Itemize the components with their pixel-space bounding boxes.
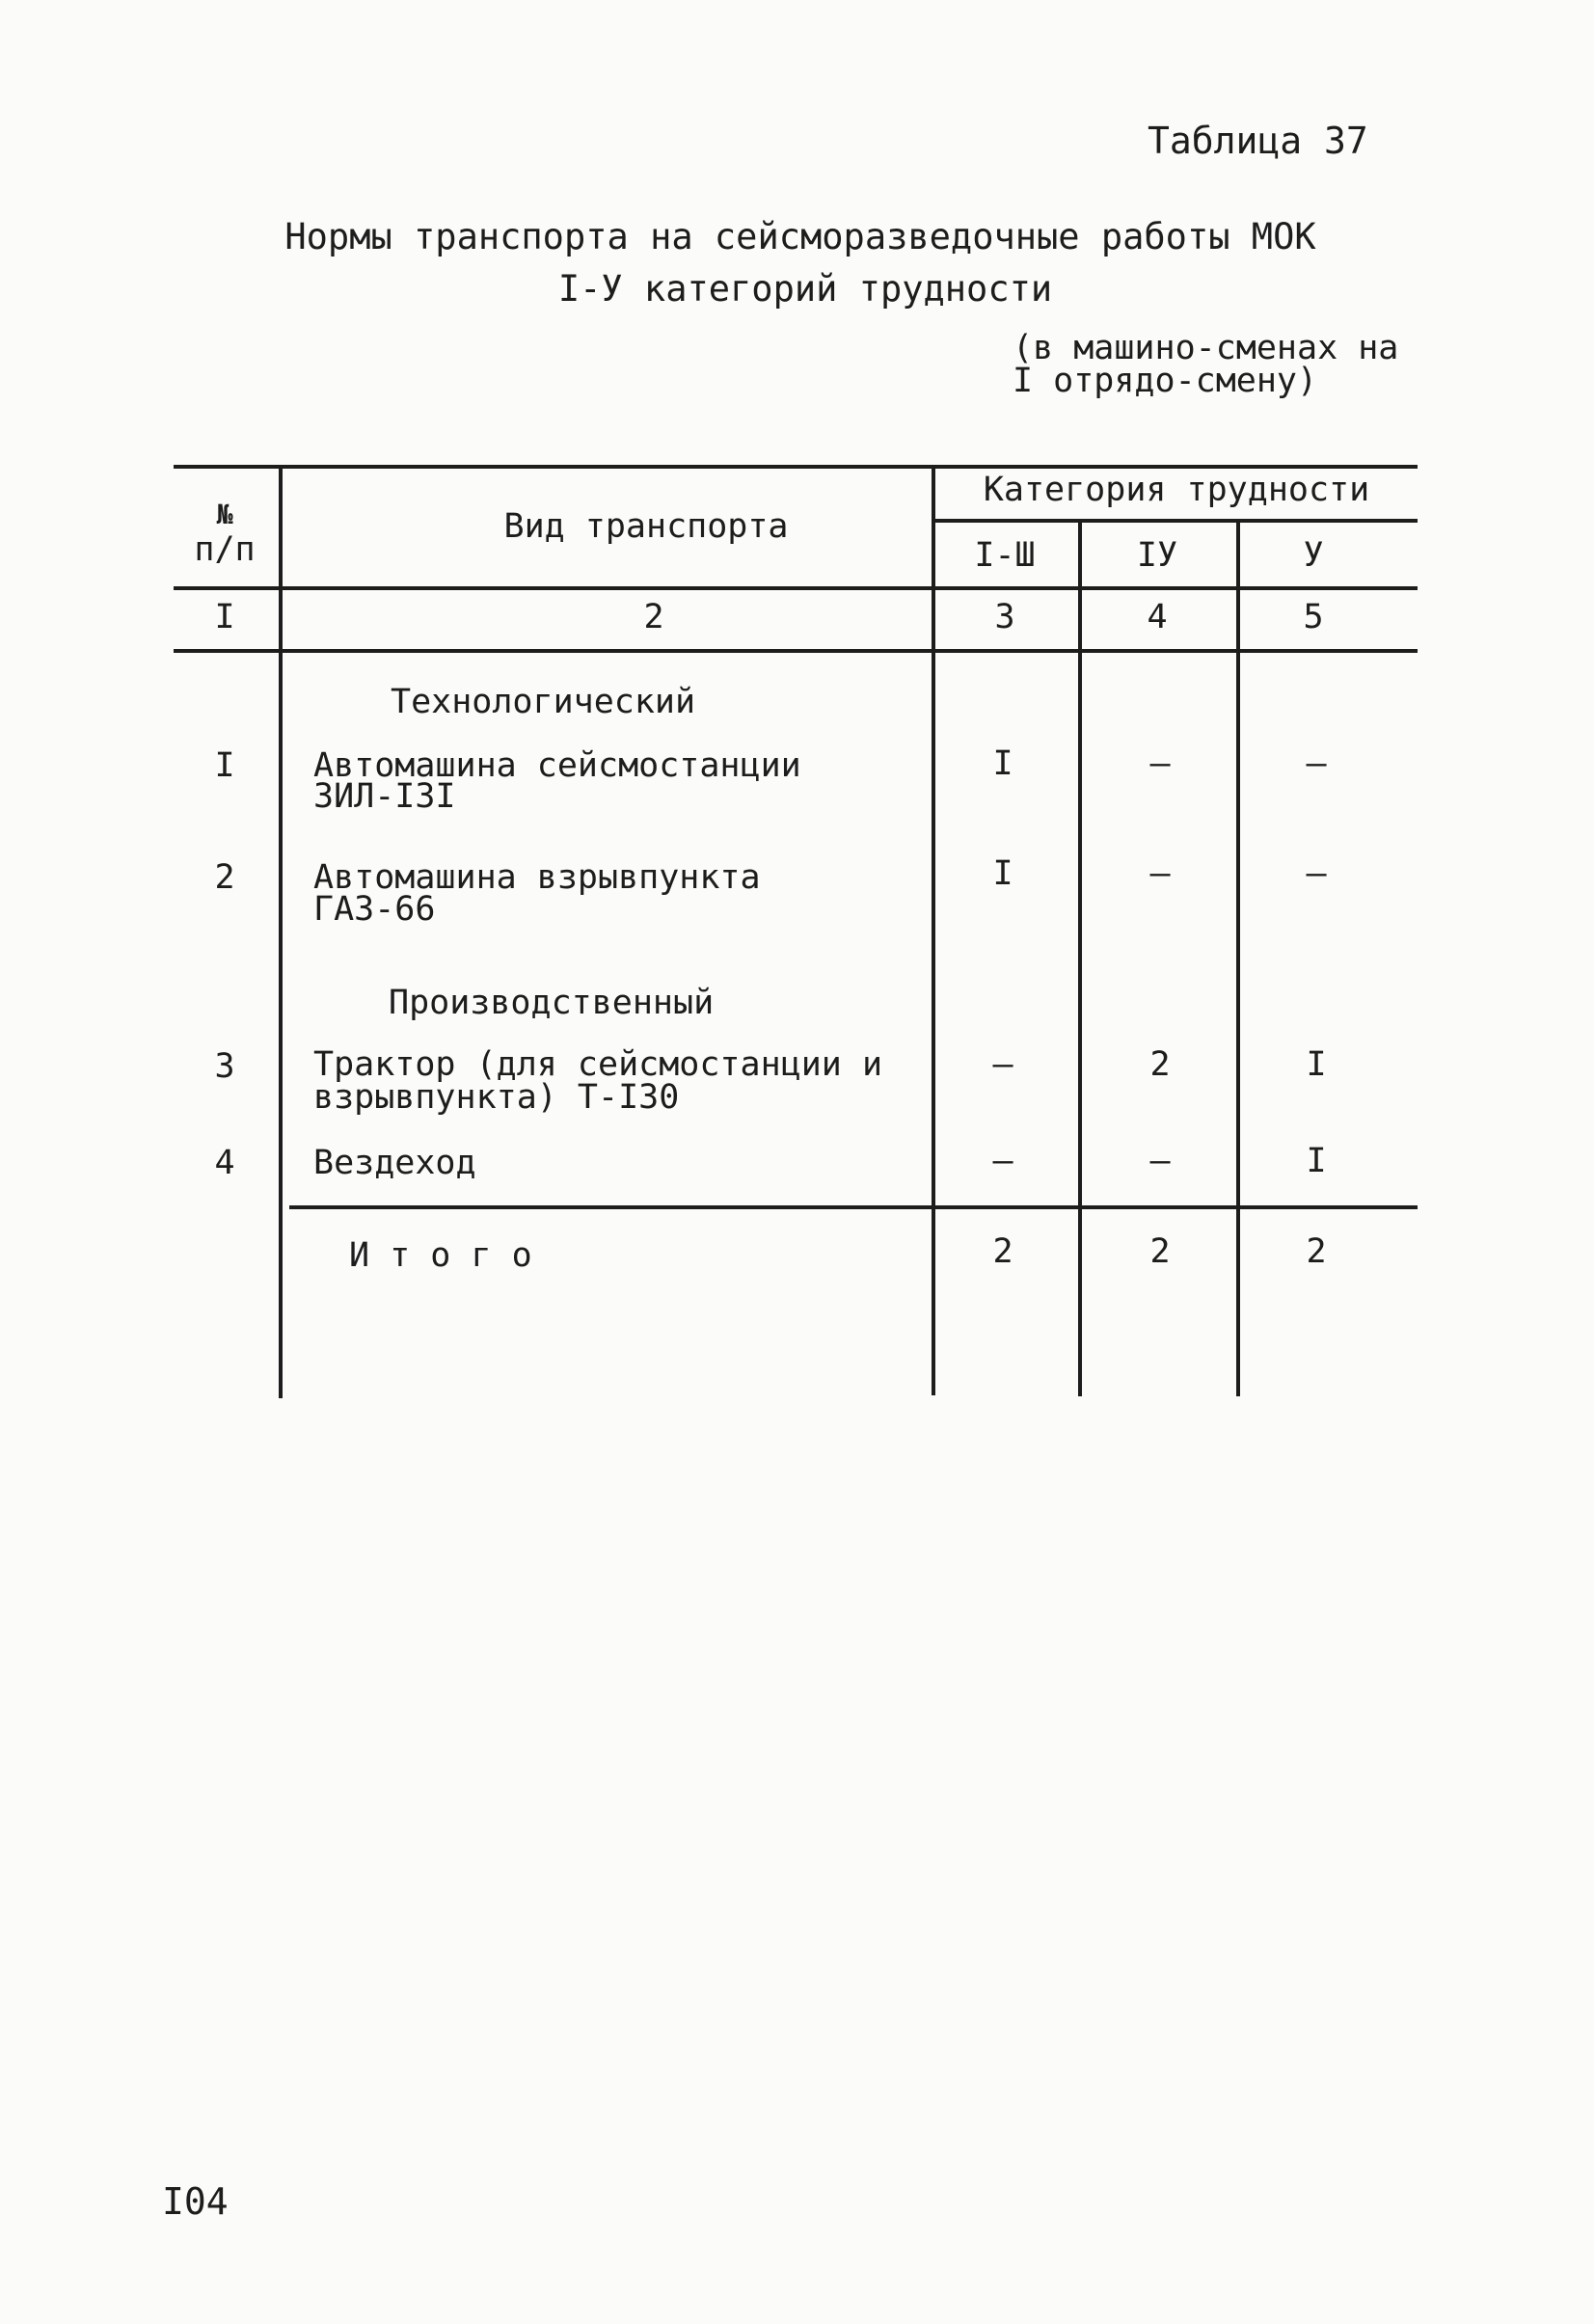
table-label: Таблица 37	[1148, 120, 1368, 162]
number-sign-label: №	[216, 499, 233, 530]
column-divider-cat1	[1078, 519, 1082, 1396]
row-4-category-i-iii: –	[992, 1142, 1013, 1180]
column-divider-num	[279, 465, 283, 1398]
total-category-iv: 2	[1149, 1232, 1171, 1271]
table-title-line-2: I-У категорий трудности	[557, 268, 1053, 310]
row-2-category-i-iii: I	[992, 854, 1013, 893]
group-title-technological: Технологический	[391, 683, 696, 721]
category-i-iii-header: I-Ш	[974, 536, 1036, 575]
row-2-category-v: –	[1306, 854, 1327, 893]
column-number-5: 5	[1303, 598, 1324, 636]
row-1-category-iv: –	[1149, 744, 1171, 783]
column-divider-cat2	[1236, 519, 1240, 1396]
row-3-category-i-iii: –	[992, 1045, 1013, 1084]
table-title-line-1: Нормы транспорта на сейсморазведочные работы МОК	[284, 216, 1316, 257]
row-2-name-line-1: Автомашина взрывпункта	[313, 858, 761, 897]
row-1-name-line-2: ЗИЛ-I3I	[313, 777, 456, 816]
row-2-number: 2	[214, 858, 235, 897]
row-1-category-i-iii: I	[992, 744, 1013, 783]
category-iv-header: IУ	[1136, 536, 1178, 575]
row-3-category-iv: 2	[1149, 1045, 1171, 1084]
units-note-line-1: (в машино-сменах на	[1013, 329, 1399, 367]
transport-type-header: Вид транспорта	[503, 507, 789, 546]
total-category-v: 2	[1306, 1232, 1327, 1271]
row-4-category-v: I	[1306, 1142, 1327, 1180]
column-number-3: 3	[994, 598, 1015, 636]
units-note-line-2: I отрядо-смену)	[1013, 362, 1318, 400]
row-2-name-line-2: ГАЗ-66	[313, 890, 436, 929]
category-header-rule	[935, 519, 1418, 523]
row-4-name-line-1: Вездеход	[313, 1144, 476, 1182]
column-number-2: 2	[643, 598, 664, 636]
total-label: И т о г о	[349, 1236, 532, 1275]
column-number-rule	[174, 649, 1418, 653]
header-bottom-rule	[174, 586, 1418, 590]
row-3-number: 3	[214, 1047, 235, 1086]
number-header-label: п/п	[194, 530, 256, 569]
row-3-name-line-1: Трактор (для сейсмостанции и	[313, 1045, 883, 1084]
row-1-name-line-1: Автомашина сейсмостанции	[313, 746, 801, 785]
column-number-1: I	[214, 598, 235, 636]
table-top-rule	[174, 465, 1418, 469]
total-category-i-iii: 2	[992, 1232, 1013, 1271]
row-1-number: I	[214, 746, 235, 785]
column-divider-type	[932, 465, 935, 1395]
category-header: Категория трудности	[983, 471, 1370, 509]
column-number-4: 4	[1147, 598, 1168, 636]
row-3-name-line-2: взрывпункта) Т-I30	[313, 1078, 680, 1117]
row-1-category-v: –	[1306, 744, 1327, 783]
page-number: I04	[162, 2180, 229, 2223]
category-v-header: У	[1303, 536, 1324, 575]
row-4-category-iv: –	[1149, 1142, 1171, 1180]
group-title-production: Производственный	[389, 984, 715, 1022]
row-3-category-v: I	[1306, 1045, 1327, 1084]
row-4-number: 4	[214, 1144, 235, 1182]
total-top-rule	[289, 1205, 1418, 1209]
row-2-category-iv: –	[1149, 854, 1171, 893]
